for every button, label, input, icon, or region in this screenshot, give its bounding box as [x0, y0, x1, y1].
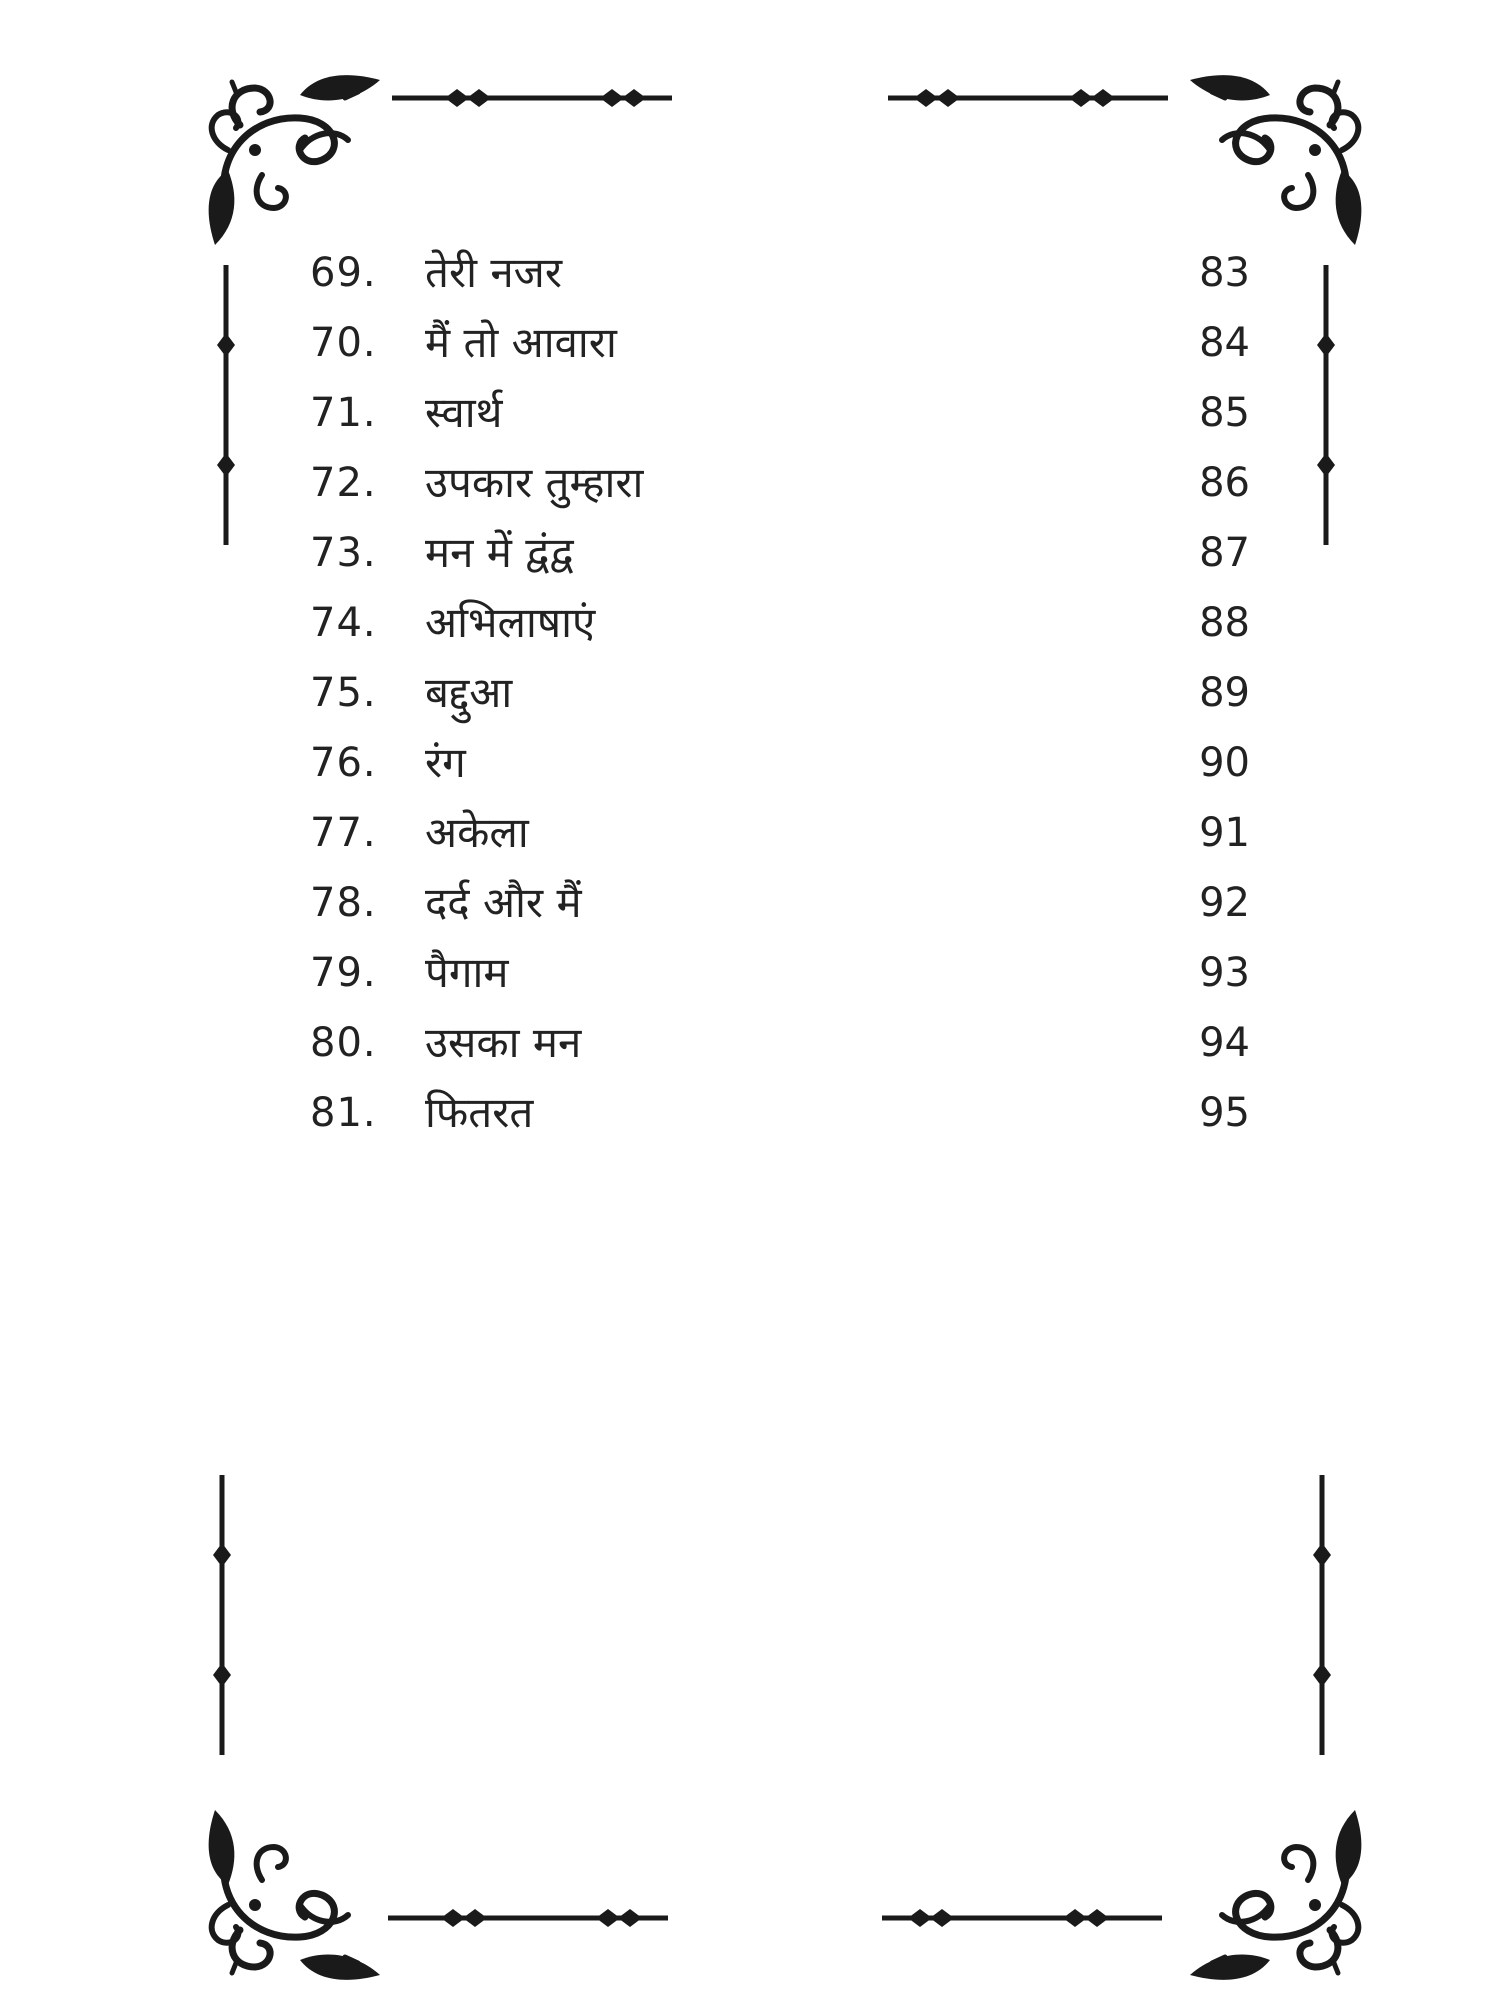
entry-title: दर्द और मैं — [425, 878, 582, 927]
entry-page-number: 83 — [1199, 250, 1250, 296]
entry-title: रंग — [425, 738, 466, 787]
toc-entry — [310, 938, 1250, 1008]
entry-page-number: 91 — [1199, 810, 1250, 856]
entry-title: बद्दुआ — [425, 668, 513, 717]
entry-page-number: 85 — [1199, 390, 1250, 436]
toc-entry — [310, 238, 1250, 308]
entry-number: 78. — [310, 880, 377, 926]
entry-page-number: 87 — [1199, 530, 1250, 576]
entry-number: 81. — [310, 1090, 377, 1136]
entry-title: अकेला — [425, 808, 529, 857]
flourish-corner-icon — [209, 75, 380, 245]
entry-page-number: 95 — [1199, 1090, 1250, 1136]
entry-title: स्वार्थ — [425, 388, 503, 437]
toc-entry — [310, 798, 1250, 868]
entry-page-number: 88 — [1199, 600, 1250, 646]
entry-number: 77. — [310, 810, 377, 856]
toc-entry — [310, 868, 1250, 938]
entry-number: 71. — [310, 390, 377, 436]
bottom-right-divider — [882, 1909, 1162, 1927]
flourish-corner-icon — [1190, 75, 1361, 245]
toc-entry — [310, 1008, 1250, 1078]
left-upper-divider — [217, 265, 235, 545]
toc-entry — [310, 588, 1250, 658]
entry-title: तेरी नजर — [425, 248, 562, 297]
toc-entry — [310, 518, 1250, 588]
top-right-divider — [888, 89, 1168, 107]
entry-title: उसका मन — [425, 1018, 582, 1067]
entry-title: पैगाम — [425, 948, 509, 997]
entry-number: 74. — [310, 600, 377, 646]
entry-title: मैं तो आवारा — [425, 318, 617, 367]
entry-page-number: 94 — [1199, 1020, 1250, 1066]
entry-title: उपकार तुम्हारा — [425, 458, 644, 507]
flourish-corner-icon — [1190, 1810, 1361, 1980]
entry-page-number: 84 — [1199, 320, 1250, 366]
toc-entry — [310, 1078, 1250, 1148]
entry-page-number: 90 — [1199, 740, 1250, 786]
entry-page-number: 92 — [1199, 880, 1250, 926]
entry-number: 76. — [310, 740, 377, 786]
toc-entry — [310, 448, 1250, 518]
entry-number: 70. — [310, 320, 377, 366]
entry-page-number: 93 — [1199, 950, 1250, 996]
toc-entry — [310, 308, 1250, 378]
right-lower-divider — [1313, 1475, 1331, 1755]
top-left-divider — [392, 89, 672, 107]
entry-title: अभिलाषाएं — [425, 598, 596, 647]
entry-number: 69. — [310, 250, 377, 296]
entry-number: 72. — [310, 460, 377, 506]
entry-title: मन में द्वंद्व — [425, 528, 574, 577]
toc-entry — [310, 658, 1250, 728]
bottom-left-divider — [388, 1909, 668, 1927]
entry-page-number: 86 — [1199, 460, 1250, 506]
entry-title: फितरत — [425, 1088, 534, 1137]
entry-page-number: 89 — [1199, 670, 1250, 716]
toc-entry — [310, 728, 1250, 798]
entry-number: 80. — [310, 1020, 377, 1066]
entry-number: 75. — [310, 670, 377, 716]
toc-entry — [310, 378, 1250, 448]
entry-number: 73. — [310, 530, 377, 576]
flourish-corner-icon — [209, 1810, 380, 1980]
table-of-contents — [310, 238, 1250, 1148]
entry-number: 79. — [310, 950, 377, 996]
right-upper-divider — [1317, 265, 1335, 545]
left-lower-divider — [213, 1475, 231, 1755]
